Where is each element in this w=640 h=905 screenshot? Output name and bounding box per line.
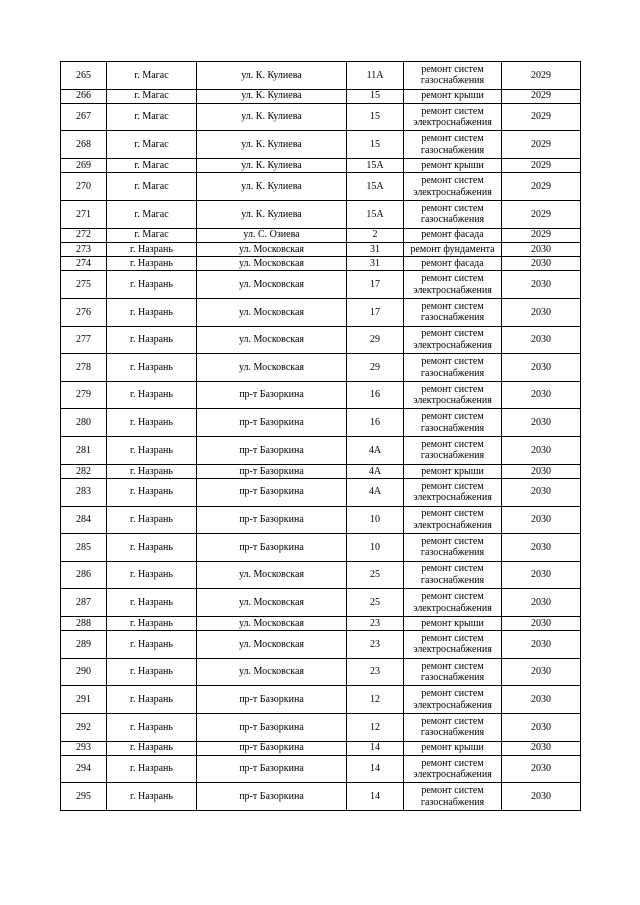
table-row xyxy=(61,437,581,465)
street-cell: пр-т Базоркина xyxy=(197,534,347,562)
row-number-cell: 269 xyxy=(61,159,107,173)
city-cell: г. Назрань xyxy=(107,741,197,755)
year-cell: 2030 xyxy=(502,589,581,617)
row-number-cell: 271 xyxy=(61,200,107,228)
year-cell: 2029 xyxy=(502,173,581,201)
street-cell: ул. Московская xyxy=(197,242,347,256)
building-number-cell: 12 xyxy=(347,713,404,741)
building-number-cell: 14 xyxy=(347,755,404,783)
work-type-line: ремонт фасада xyxy=(421,229,484,241)
work-type-line: газоснабжения xyxy=(420,574,485,586)
building-number-cell: 14 xyxy=(347,741,404,755)
building-number-cell: 4А xyxy=(347,464,404,478)
work-type-line: электроснабжения xyxy=(413,602,492,614)
work-type-cell xyxy=(404,755,502,783)
city-cell: г. Магас xyxy=(107,159,197,173)
table-row xyxy=(61,755,581,783)
work-type-cell xyxy=(404,299,502,327)
year-cell: 2030 xyxy=(502,464,581,478)
building-number-cell: 4А xyxy=(347,437,404,465)
row-number-cell: 285 xyxy=(61,534,107,562)
work-type-line: ремонт систем xyxy=(421,563,484,575)
year-cell: 2029 xyxy=(502,131,581,159)
row-number-cell: 266 xyxy=(61,89,107,103)
row-number-cell: 292 xyxy=(61,713,107,741)
row-number-cell: 284 xyxy=(61,506,107,534)
row-number-cell: 288 xyxy=(61,616,107,630)
work-type-line: ремонт систем xyxy=(421,383,484,395)
row-number-cell: 295 xyxy=(61,783,107,811)
work-type-line: газоснабжения xyxy=(420,422,485,434)
city-cell: г. Назрань xyxy=(107,326,197,354)
table-row xyxy=(61,89,581,103)
work-type-line: газоснабжения xyxy=(420,214,485,226)
work-type-cell xyxy=(404,200,502,228)
work-type-line: газоснабжения xyxy=(420,312,485,324)
table-row xyxy=(61,131,581,159)
row-number-cell: 268 xyxy=(61,131,107,159)
work-type-line: ремонт фасада xyxy=(421,258,484,270)
table-row xyxy=(61,589,581,617)
city-cell: г. Назрань xyxy=(107,616,197,630)
year-cell: 2030 xyxy=(502,271,581,299)
building-number-cell: 15 xyxy=(347,131,404,159)
work-type-line: ремонт систем xyxy=(421,660,484,672)
row-number-cell: 294 xyxy=(61,755,107,783)
building-number-cell: 31 xyxy=(347,257,404,271)
street-cell: пр-т Базоркина xyxy=(197,437,347,465)
city-cell: г. Назрань xyxy=(107,271,197,299)
year-cell: 2030 xyxy=(502,506,581,534)
building-number-cell: 15А xyxy=(347,173,404,201)
year-cell: 2030 xyxy=(502,783,581,811)
row-number-cell: 273 xyxy=(61,242,107,256)
work-type-line: ремонт систем xyxy=(421,480,484,492)
work-type-line: ремонт систем xyxy=(421,715,484,727)
building-number-cell: 4А xyxy=(347,478,404,506)
row-number-cell: 281 xyxy=(61,437,107,465)
building-number-cell: 31 xyxy=(347,242,404,256)
year-cell: 2030 xyxy=(502,381,581,409)
row-number-cell: 293 xyxy=(61,741,107,755)
row-number-cell: 286 xyxy=(61,561,107,589)
table-row xyxy=(61,478,581,506)
row-number-cell: 290 xyxy=(61,658,107,686)
row-number-cell: 283 xyxy=(61,478,107,506)
building-number-cell: 15 xyxy=(347,89,404,103)
year-cell: 2030 xyxy=(502,713,581,741)
work-type-cell xyxy=(404,89,502,103)
work-type-cell xyxy=(404,783,502,811)
building-number-cell: 17 xyxy=(347,299,404,327)
work-type-line: электроснабжения xyxy=(413,699,492,711)
building-number-cell: 25 xyxy=(347,561,404,589)
work-type-cell xyxy=(404,354,502,382)
row-number-cell: 282 xyxy=(61,464,107,478)
work-type-line: ремонт систем xyxy=(421,175,484,187)
building-number-cell: 10 xyxy=(347,534,404,562)
work-type-line: газоснабжения xyxy=(420,450,485,462)
street-cell: пр-т Базоркина xyxy=(197,686,347,714)
work-type-cell xyxy=(404,131,502,159)
building-number-cell: 29 xyxy=(347,354,404,382)
year-cell: 2030 xyxy=(502,257,581,271)
city-cell: г. Назрань xyxy=(107,686,197,714)
work-type-line: ремонт систем xyxy=(421,508,484,520)
work-type-line: ремонт систем xyxy=(421,202,484,214)
city-cell: г. Магас xyxy=(107,103,197,131)
city-cell: г. Назрань xyxy=(107,658,197,686)
work-type-line: ремонт крыши xyxy=(421,617,484,629)
work-type-line: электроснабжения xyxy=(413,395,492,407)
work-type-line: ремонт систем xyxy=(421,785,484,797)
year-cell: 2030 xyxy=(502,437,581,465)
city-cell: г. Магас xyxy=(107,131,197,159)
city-cell: г. Назрань xyxy=(107,437,197,465)
work-type-line: электроснабжения xyxy=(413,339,492,351)
city-cell: г. Назрань xyxy=(107,631,197,659)
work-type-line: электроснабжения xyxy=(413,492,492,504)
building-number-cell: 23 xyxy=(347,631,404,659)
repair-schedule-table xyxy=(60,61,581,811)
year-cell: 2030 xyxy=(502,478,581,506)
building-number-cell: 14 xyxy=(347,783,404,811)
building-number-cell: 17 xyxy=(347,271,404,299)
street-cell: пр-т Базоркина xyxy=(197,381,347,409)
table-row xyxy=(61,506,581,534)
table-row xyxy=(61,658,581,686)
work-type-line: газоснабжения xyxy=(420,796,485,808)
building-number-cell: 12 xyxy=(347,686,404,714)
row-number-cell: 279 xyxy=(61,381,107,409)
building-number-cell: 2 xyxy=(347,228,404,242)
street-cell: пр-т Базоркина xyxy=(197,713,347,741)
city-cell: г. Магас xyxy=(107,89,197,103)
work-type-line: ремонт систем xyxy=(421,356,484,368)
street-cell: ул. К. Кулиева xyxy=(197,159,347,173)
work-type-cell xyxy=(404,381,502,409)
city-cell: г. Назрань xyxy=(107,561,197,589)
work-type-cell xyxy=(404,242,502,256)
work-type-line: электроснабжения xyxy=(413,769,492,781)
work-type-cell xyxy=(404,631,502,659)
city-cell: г. Назрань xyxy=(107,381,197,409)
street-cell: ул. Московская xyxy=(197,631,347,659)
row-number-cell: 275 xyxy=(61,271,107,299)
work-type-cell xyxy=(404,62,502,90)
table-row xyxy=(61,534,581,562)
building-number-cell: 23 xyxy=(347,658,404,686)
row-number-cell: 289 xyxy=(61,631,107,659)
city-cell: г. Назрань xyxy=(107,478,197,506)
building-number-cell: 23 xyxy=(347,616,404,630)
work-type-line: газоснабжения xyxy=(420,367,485,379)
work-type-line: электроснабжения xyxy=(413,519,492,531)
table-row xyxy=(61,354,581,382)
street-cell: ул. С. Озиева xyxy=(197,228,347,242)
city-cell: г. Назрань xyxy=(107,506,197,534)
year-cell: 2030 xyxy=(502,755,581,783)
work-type-cell xyxy=(404,686,502,714)
year-cell: 2029 xyxy=(502,89,581,103)
table-row xyxy=(61,228,581,242)
city-cell: г. Магас xyxy=(107,200,197,228)
work-type-cell xyxy=(404,713,502,741)
work-type-cell xyxy=(404,616,502,630)
year-cell: 2030 xyxy=(502,686,581,714)
row-number-cell: 291 xyxy=(61,686,107,714)
work-type-line: ремонт крыши xyxy=(421,465,484,477)
table-row xyxy=(61,62,581,90)
building-number-cell: 10 xyxy=(347,506,404,534)
city-cell: г. Назрань xyxy=(107,464,197,478)
work-type-line: ремонт крыши xyxy=(421,90,484,102)
work-type-cell xyxy=(404,437,502,465)
street-cell: пр-т Базоркина xyxy=(197,783,347,811)
street-cell: ул. К. Кулиева xyxy=(197,62,347,90)
year-cell: 2029 xyxy=(502,103,581,131)
street-cell: ул. Московская xyxy=(197,354,347,382)
row-number-cell: 287 xyxy=(61,589,107,617)
year-cell: 2029 xyxy=(502,159,581,173)
work-type-line: ремонт систем xyxy=(421,328,484,340)
work-type-cell xyxy=(404,159,502,173)
street-cell: ул. Московская xyxy=(197,616,347,630)
work-type-line: ремонт систем xyxy=(421,411,484,423)
table-row xyxy=(61,783,581,811)
year-cell: 2030 xyxy=(502,741,581,755)
work-type-line: газоснабжения xyxy=(420,144,485,156)
work-type-line: ремонт систем xyxy=(421,63,484,75)
city-cell: г. Назрань xyxy=(107,783,197,811)
street-cell: ул. Московская xyxy=(197,271,347,299)
work-type-cell xyxy=(404,326,502,354)
city-cell: г. Назрань xyxy=(107,409,197,437)
work-type-line: ремонт систем xyxy=(421,688,484,700)
work-type-cell xyxy=(404,103,502,131)
building-number-cell: 11А xyxy=(347,62,404,90)
work-type-line: ремонт систем xyxy=(421,632,484,644)
work-type-line: газоснабжения xyxy=(420,75,485,87)
building-number-cell: 15А xyxy=(347,159,404,173)
year-cell: 2030 xyxy=(502,354,581,382)
work-type-cell xyxy=(404,464,502,478)
row-number-cell: 280 xyxy=(61,409,107,437)
year-cell: 2029 xyxy=(502,62,581,90)
work-type-line: ремонт систем xyxy=(421,535,484,547)
city-cell: г. Магас xyxy=(107,228,197,242)
work-type-line: ремонт систем xyxy=(421,438,484,450)
row-number-cell: 272 xyxy=(61,228,107,242)
table-row xyxy=(61,713,581,741)
work-type-line: ремонт крыши xyxy=(421,159,484,171)
work-type-line: электроснабжения xyxy=(413,284,492,296)
street-cell: ул. Московская xyxy=(197,561,347,589)
work-type-line: электроснабжения xyxy=(413,117,492,129)
table-row xyxy=(61,103,581,131)
street-cell: ул. Московская xyxy=(197,257,347,271)
street-cell: пр-т Базоркина xyxy=(197,409,347,437)
work-type-cell xyxy=(404,589,502,617)
street-cell: пр-т Базоркина xyxy=(197,478,347,506)
row-number-cell: 277 xyxy=(61,326,107,354)
city-cell: г. Назрань xyxy=(107,299,197,327)
table-row xyxy=(61,561,581,589)
table-row xyxy=(61,257,581,271)
work-type-line: ремонт систем xyxy=(421,757,484,769)
street-cell: ул. К. Кулиева xyxy=(197,89,347,103)
street-cell: ул. Московская xyxy=(197,326,347,354)
building-number-cell: 15А xyxy=(347,200,404,228)
year-cell: 2030 xyxy=(502,242,581,256)
table-row xyxy=(61,409,581,437)
row-number-cell: 270 xyxy=(61,173,107,201)
building-number-cell: 15 xyxy=(347,103,404,131)
year-cell: 2029 xyxy=(502,228,581,242)
work-type-cell xyxy=(404,534,502,562)
work-type-line: газоснабжения xyxy=(420,547,485,559)
table-row xyxy=(61,616,581,630)
table-row xyxy=(61,381,581,409)
table-body xyxy=(61,62,581,811)
street-cell: ул. К. Кулиева xyxy=(197,131,347,159)
work-type-cell xyxy=(404,228,502,242)
street-cell: ул. Московская xyxy=(197,589,347,617)
work-type-line: ремонт фундамента xyxy=(410,243,495,255)
table-row xyxy=(61,200,581,228)
city-cell: г. Магас xyxy=(107,173,197,201)
row-number-cell: 276 xyxy=(61,299,107,327)
year-cell: 2030 xyxy=(502,631,581,659)
street-cell: ул. К. Кулиева xyxy=(197,200,347,228)
building-number-cell: 16 xyxy=(347,381,404,409)
street-cell: ул. К. Кулиева xyxy=(197,103,347,131)
street-cell: пр-т Базоркина xyxy=(197,741,347,755)
table-row xyxy=(61,173,581,201)
work-type-line: электроснабжения xyxy=(413,644,492,656)
year-cell: 2030 xyxy=(502,299,581,327)
work-type-line: ремонт систем xyxy=(421,273,484,285)
work-type-line: ремонт систем xyxy=(421,591,484,603)
year-cell: 2030 xyxy=(502,658,581,686)
building-number-cell: 25 xyxy=(347,589,404,617)
table-row xyxy=(61,631,581,659)
city-cell: г. Назрань xyxy=(107,589,197,617)
work-type-cell xyxy=(404,741,502,755)
street-cell: пр-т Базоркина xyxy=(197,755,347,783)
work-type-line: ремонт крыши xyxy=(421,742,484,754)
city-cell: г. Назрань xyxy=(107,257,197,271)
street-cell: ул. Московская xyxy=(197,658,347,686)
year-cell: 2029 xyxy=(502,200,581,228)
row-number-cell: 267 xyxy=(61,103,107,131)
city-cell: г. Назрань xyxy=(107,354,197,382)
street-cell: ул. К. Кулиева xyxy=(197,173,347,201)
row-number-cell: 265 xyxy=(61,62,107,90)
work-type-line: ремонт систем xyxy=(421,133,484,145)
year-cell: 2030 xyxy=(502,561,581,589)
work-type-cell xyxy=(404,257,502,271)
city-cell: г. Назрань xyxy=(107,713,197,741)
table-row xyxy=(61,326,581,354)
work-type-cell xyxy=(404,271,502,299)
year-cell: 2030 xyxy=(502,326,581,354)
work-type-cell xyxy=(404,658,502,686)
work-type-cell xyxy=(404,409,502,437)
table-row xyxy=(61,741,581,755)
table-row xyxy=(61,299,581,327)
city-cell: г. Назрань xyxy=(107,755,197,783)
work-type-cell xyxy=(404,173,502,201)
city-cell: г. Магас xyxy=(107,62,197,90)
building-number-cell: 29 xyxy=(347,326,404,354)
work-type-cell xyxy=(404,506,502,534)
year-cell: 2030 xyxy=(502,534,581,562)
street-cell: пр-т Базоркина xyxy=(197,464,347,478)
work-type-cell xyxy=(404,478,502,506)
year-cell: 2030 xyxy=(502,616,581,630)
work-type-line: ремонт систем xyxy=(421,105,484,117)
row-number-cell: 274 xyxy=(61,257,107,271)
work-type-cell xyxy=(404,561,502,589)
row-number-cell: 278 xyxy=(61,354,107,382)
work-type-line: электроснабжения xyxy=(413,186,492,198)
work-type-line: газоснабжения xyxy=(420,672,485,684)
table-row xyxy=(61,686,581,714)
table-row xyxy=(61,464,581,478)
work-type-line: ремонт систем xyxy=(421,300,484,312)
city-cell: г. Назрань xyxy=(107,242,197,256)
year-cell: 2030 xyxy=(502,409,581,437)
street-cell: ул. Московская xyxy=(197,299,347,327)
building-number-cell: 16 xyxy=(347,409,404,437)
street-cell: пр-т Базоркина xyxy=(197,506,347,534)
table-row xyxy=(61,159,581,173)
work-type-line: газоснабжения xyxy=(420,727,485,739)
table-row xyxy=(61,242,581,256)
table-row xyxy=(61,271,581,299)
city-cell: г. Назрань xyxy=(107,534,197,562)
